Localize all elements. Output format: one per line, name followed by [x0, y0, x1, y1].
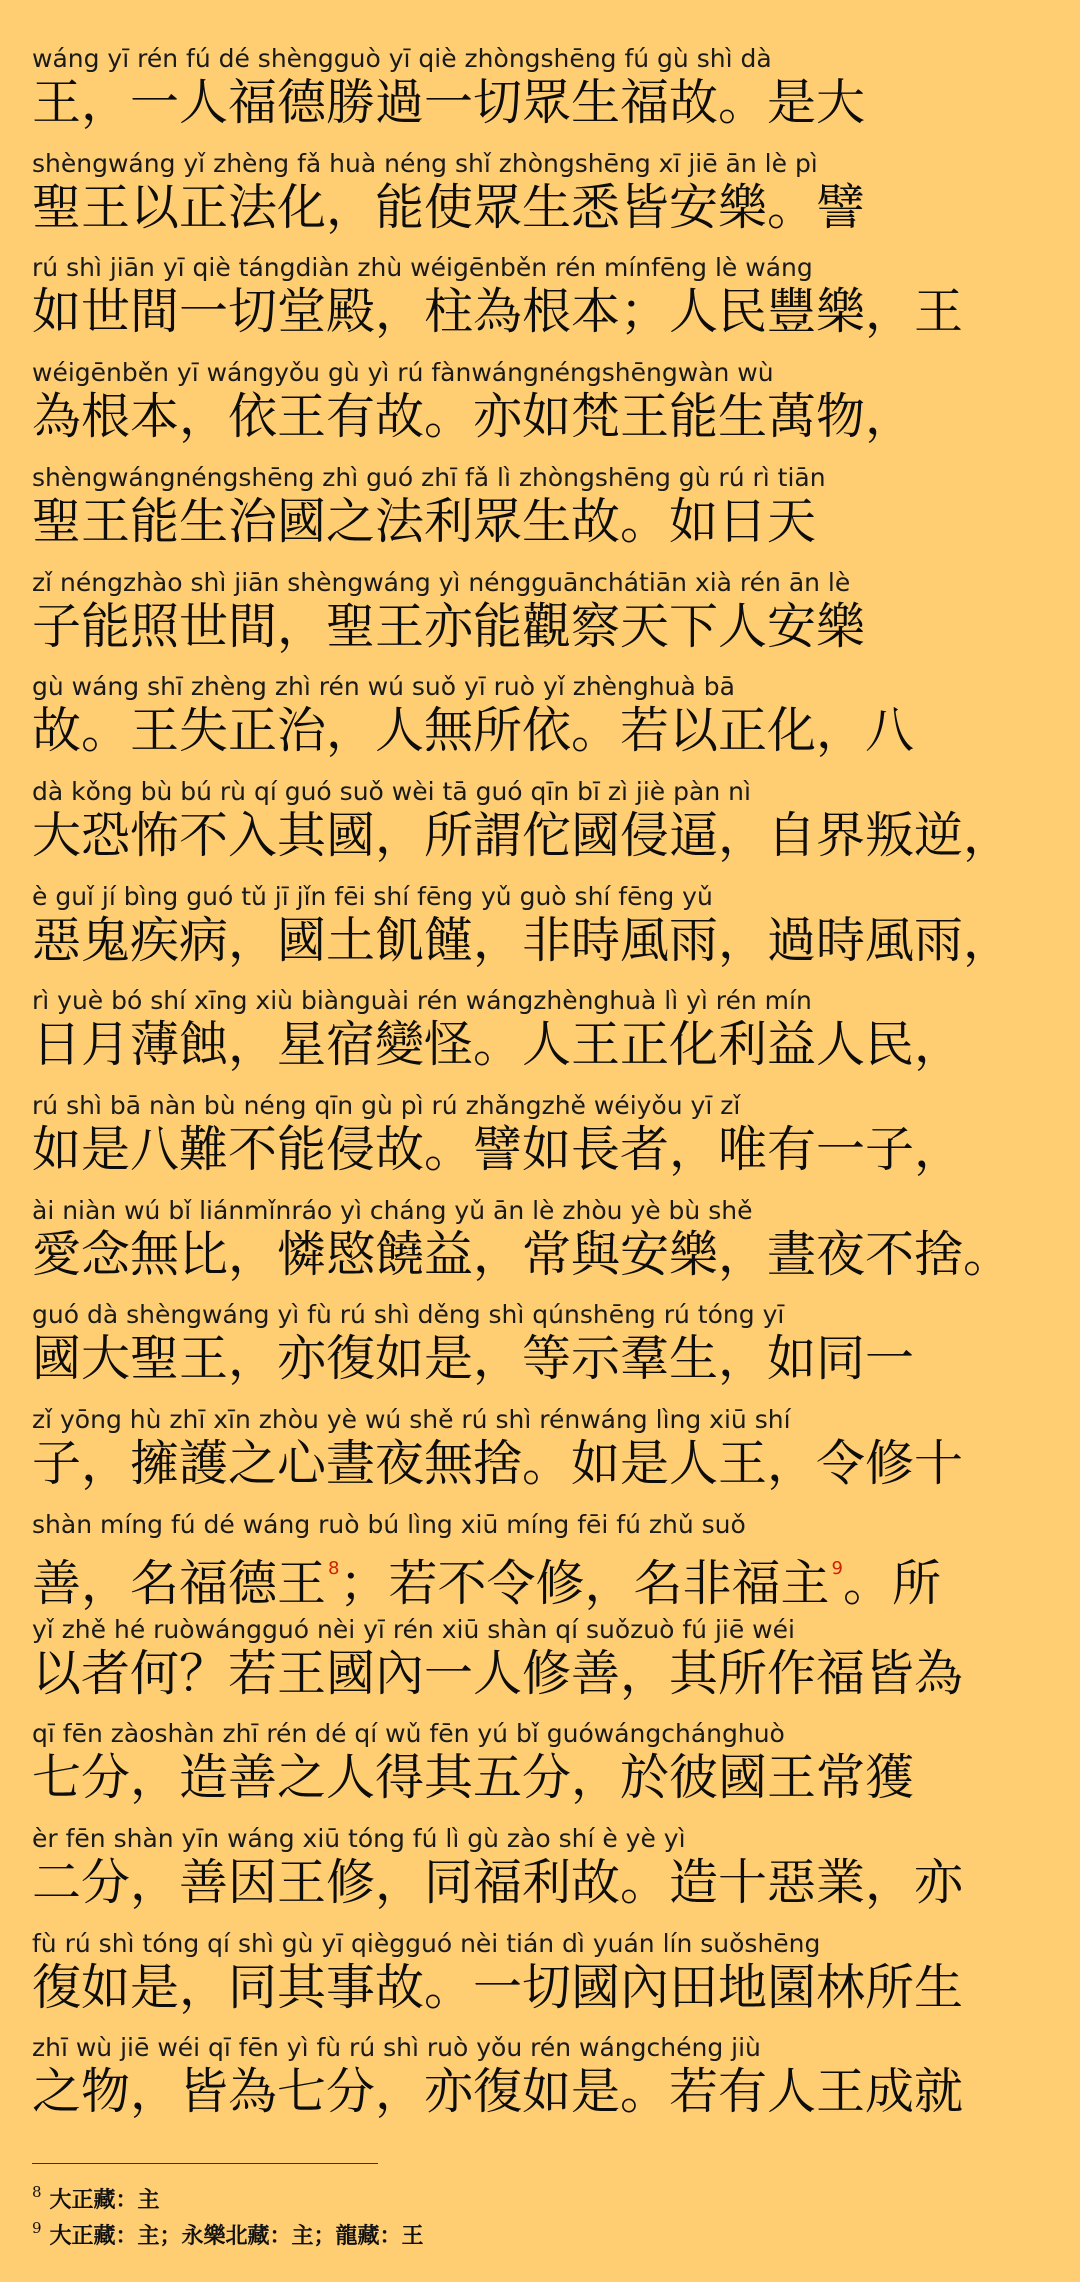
hanzi-line	[32, 72, 1050, 134]
hanzi-text: 二分，善因王修，同福利故。造十惡業，亦	[32, 1853, 964, 1911]
pinyin-line: fù rú shì tóng qí shì gù yī qiègguó nèi tián dì yuán lín suǒshēng	[32, 1928, 821, 1958]
hanzi-text: 子，擁護之心晝夜無捨。如是人王，令修十	[32, 1435, 964, 1493]
footnote-divider	[32, 2163, 378, 2164]
hanzi-text: 如是八難不能侵故。譬如長者，唯有一子，	[32, 1121, 964, 1178]
text-line	[32, 773, 1050, 878]
hanzi-line	[32, 2061, 1050, 2123]
hanzi-text: 聖王能生治國之法利眾生故。如日天	[32, 492, 817, 550]
hanzi-line	[32, 910, 1050, 972]
pinyin-line: ài niàn wú bǐ liánmǐnráo yì cháng yǔ ān lè zhòu yè bù shě	[32, 1195, 753, 1225]
hanzi-line	[32, 805, 1050, 867]
footnote-text: 大正藏：主；永樂北藏：主；龍藏：王	[49, 2223, 424, 2249]
pinyin-line: zhī wù jiē wéi qī fēn yì fù rú shì ruò yǒu rén wángchéng jiù	[32, 2033, 761, 2063]
text-line	[32, 354, 1050, 459]
pinyin-line: shàn míng fú dé wáng ruò bú lìng xiū míng fēi fú zhǔ suǒ	[32, 1509, 746, 1539]
hanzi-line	[32, 1957, 1050, 2019]
hanzi-line	[32, 1119, 1050, 1181]
hanzi-line	[32, 386, 1050, 448]
hanzi-text: 故。王失正治，人無所依。若以正化，八	[32, 702, 915, 760]
hanzi-line	[32, 1328, 1050, 1390]
footnote-marker[interactable]: 9	[831, 1557, 843, 1579]
hanzi-line	[32, 1014, 1050, 1076]
text-line	[32, 40, 1050, 145]
pinyin-line: shèngwáng yǐ zhèng fǎ huà néng shǐ zhòngshēng xī jiē ān lè pì	[32, 148, 818, 178]
hanzi-text: 以者何？若王國內一人修善，其所作福皆為	[32, 1644, 964, 1702]
text-line	[32, 1296, 1050, 1401]
hanzi-text: 七分，造善之人得其五分，於彼國王常獲	[32, 1749, 915, 1807]
text-line	[32, 145, 1050, 250]
pinyin-line: è guǐ jí bìng guó tǔ jī jǐn fēi shí fēng yǔ guò shí fēng yǔ	[32, 881, 713, 911]
pinyin-line: guó dà shèngwáng yì fù rú shì děng shì qúnshēng rú tóng yī	[32, 1300, 785, 1330]
hanzi-line	[32, 1747, 1050, 1809]
hanzi-line	[32, 700, 1050, 762]
hanzi-line	[32, 281, 1050, 343]
hanzi-text: 聖王以正法化，能使眾生悉皆安樂。譬	[32, 178, 866, 236]
hanzi-line	[32, 1433, 1050, 1495]
pinyin-line: shèngwángnéngshēng zhì guó zhī fǎ lì zhòngshēng gù rú rì tiān	[32, 462, 826, 492]
hanzi-text: 。所	[842, 1554, 941, 1612]
text-line	[32, 1087, 1050, 1192]
hanzi-line	[32, 1224, 1050, 1286]
hanzi-text: 王，一人福德勝過一切眾生福故。是大	[32, 74, 866, 131]
hanzi-text: 大恐怖不入其國，所謂佗國侵逼，自界叛逆，	[32, 806, 1013, 864]
text-line	[32, 878, 1050, 983]
hanzi-line	[32, 1538, 1050, 1615]
text-line	[32, 1820, 1050, 1925]
hanzi-text: 如世間一切堂殿，柱為根本；人民豐樂，王	[32, 283, 964, 341]
hanzi-line	[32, 491, 1050, 553]
hanzi-line	[32, 177, 1050, 239]
pinyin-line: wéigēnběn yī wángyǒu gù yì rú fànwángnéngshēngwàn wù	[32, 358, 774, 388]
pinyin-line: zǐ yōng hù zhī xīn zhòu yè wú shě rú shì rénwáng lìng xiū shí	[32, 1405, 791, 1435]
hanzi-text: 復如是，同其事故。一切國內田地園林所生	[32, 1958, 964, 2016]
hanzi-text: 日月薄蝕，星宿變怪。人王正化利益人民，	[32, 1016, 964, 1074]
text-line	[32, 1611, 1050, 1716]
pinyin-line: zǐ néngzhào shì jiān shèngwáng yì néngguānchátiān xià rén ān lè	[32, 567, 851, 597]
text-line	[32, 249, 1050, 354]
text-line	[32, 2029, 1050, 2134]
pinyin-line: rì yuè bó shí xīng xiù biànguài rén wángzhènghuà lì yì rén mín	[32, 986, 812, 1016]
hanzi-text: 國大聖王，亦復如是，等示羣生，如同一	[32, 1330, 915, 1388]
pinyin-line: gù wáng shī zhèng zhì rén wú suǒ yī ruò yǐ zhènghuà bā	[32, 672, 735, 702]
hanzi-text: ；若不令修，名非福主	[339, 1554, 830, 1612]
footnote	[32, 2177, 932, 2216]
text-line	[32, 564, 1050, 669]
hanzi-line	[32, 1643, 1050, 1705]
footnote-number: 9	[32, 2219, 42, 2237]
text-line	[32, 1192, 1050, 1297]
hanzi-text: 善，名福德王	[32, 1554, 327, 1612]
hanzi-text: 子能照世間，聖王亦能觀察天下人安樂	[32, 597, 866, 655]
pinyin-line: èr fēn shàn yīn wáng xiū tóng fú lì gù zào shí è yè yì	[32, 1823, 686, 1853]
hanzi-text: 之物，皆為七分，亦復如是。若有人王成就	[32, 2063, 964, 2121]
footnote	[32, 2213, 932, 2252]
text-line	[32, 982, 1050, 1087]
pinyin-line: rú shì jiān yī qiè tángdiàn zhù wéigēnběn rén mínfēng lè wáng	[32, 253, 813, 283]
pinyin-line: wáng yī rén fú dé shèngguò yī qiè zhòngshēng fú gù shì dà	[32, 44, 772, 73]
text-line	[32, 1715, 1050, 1820]
text-line	[32, 1401, 1050, 1506]
hanzi-text: 為根本，依王有故。亦如梵王能生萬物，	[32, 388, 915, 446]
pinyin-line: dà kǒng bù bú rù qí guó suǒ wèi tā guó qīn bī zì jiè pàn nì	[32, 776, 751, 806]
text-line	[32, 668, 1050, 773]
pinyin-line: qī fēn zàoshàn zhī rén dé qí wǔ fēn yú bǐ guówángchánghuò	[32, 1719, 785, 1749]
text-line	[32, 1506, 1050, 1611]
footnote-marker[interactable]: 8	[328, 1557, 340, 1579]
footnote-text: 大正藏：主	[49, 2187, 160, 2213]
hanzi-text: 惡鬼疾病，國土飢饉，非時風雨，過時風雨，	[32, 911, 1013, 969]
hanzi-text: 愛念無比，憐愍饒益，常與安樂，晝夜不捨。	[32, 1225, 1013, 1283]
pinyin-line: rú shì bā nàn bù néng qīn gù pì rú zhǎngzhě wéiyǒu yī zǐ	[32, 1091, 741, 1120]
text-line	[32, 1925, 1050, 2030]
hanzi-line	[32, 1852, 1050, 1914]
text-line	[32, 459, 1050, 564]
pinyin-line: yǐ zhě hé ruòwángguó nèi yī rén xiū shàn qí suǒzuò fú jiē wéi	[32, 1614, 795, 1644]
footnote-number: 8	[32, 2183, 42, 2201]
hanzi-line	[32, 596, 1050, 658]
